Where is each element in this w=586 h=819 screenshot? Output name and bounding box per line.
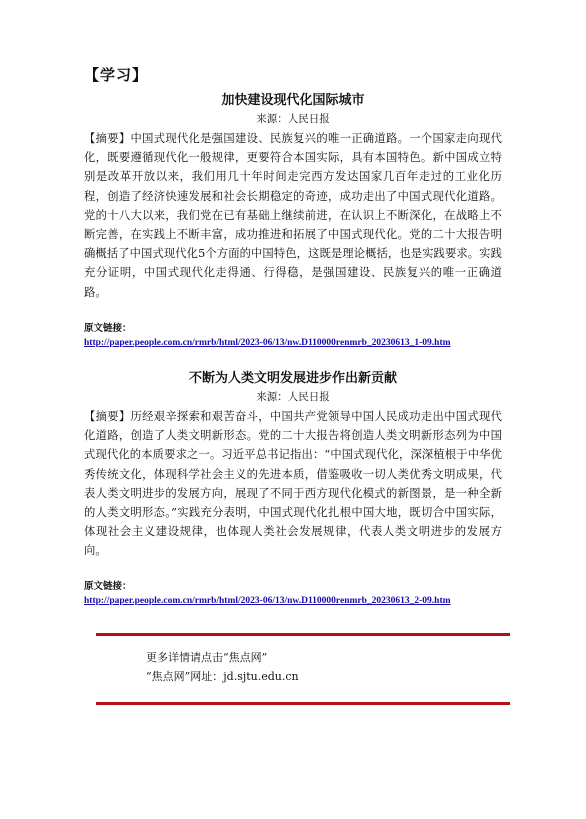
link-label: 原文链接： xyxy=(84,323,132,334)
article-source: 来源：人民日报 xyxy=(256,391,330,403)
section-tag: 【学习】 xyxy=(84,66,149,84)
footer-divider-top xyxy=(96,633,510,636)
article-2-link-block xyxy=(84,580,451,608)
article-1-link-block xyxy=(84,322,451,350)
article-abstract: 【摘要】中国式现代化是强国建设、民族复兴的唯一正确道路。一个国家走向现代化，既要遵循现代化一般规律，更要符合本国实际，具有本国特色。新中国成立特别是改革开放以来，我们用几十年时间走完西方发达国家几百年走过的工业化历程，创造了经济快速发展和社会长期稳定的奇迹，成功走出了中国式现代化道路。党的十八大以来，我们党在已有基础上继续前进，在认识上不断深化，在战略上不断完善，在实践上不断丰富，成功推进和拓展了中国式现代化。党的二十大报告明确概括了中国式现代化5个方面的中国特色，这既是理论概括，也是实践要求。实践充分证明，中国式现代化走得通、行得稳，是强国建设、民族复兴的唯一正确道路。 xyxy=(84,132,502,299)
article-source: 来源：人民日报 xyxy=(256,113,330,125)
footer-site-address: “焦点网”网址：jd.sjtu.edu.cn xyxy=(146,670,299,683)
original-article-link[interactable]: http://paper.people.com.cn/rmrb/html/2023-06/13/nw.D110000renmrb_20230613_2-09.htm xyxy=(84,596,451,606)
article-2 xyxy=(84,370,502,561)
footer-more-details: 更多详情请点击“焦点网” xyxy=(146,651,268,664)
article-abstract: 【摘要】历经艰辛探索和艰苦奋斗，中国共产党领导中国人民成功走出中国式现代化道路，创造了人类文明新形态。党的二十大报告将创造人类文明新形态列为中国式现代化的本质要求之一。习近平总书记指出：“中国式现代化，深深植根于中华优秀传统文化，体现科学社会主义的先进本质，借鉴吸收一切人类优秀文明成果，代表人类文明进步的发展方向，展现了不同于西方现代化模式的新图景，是一种全新的人类文明形态。”实践充分表明，中国式现代化扎根中国大地，既切合中国实际，体现社会主义建设规律，也体现人类社会发展规律，代表人类文明进步的发展方向。 xyxy=(84,410,502,558)
link-label: 原文链接： xyxy=(84,581,132,592)
article-title: 不断为人类文明发展进步作出新贡献 xyxy=(188,371,397,386)
original-article-link[interactable]: http://paper.people.com.cn/rmrb/html/2023-06/13/nw.D110000renmrb_20230613_1-09.htm xyxy=(84,338,451,348)
article-title: 加快建设现代化国际城市 xyxy=(221,93,365,108)
footer-divider-bottom xyxy=(96,702,510,705)
article-1 xyxy=(84,92,502,302)
footer-info xyxy=(146,648,299,686)
